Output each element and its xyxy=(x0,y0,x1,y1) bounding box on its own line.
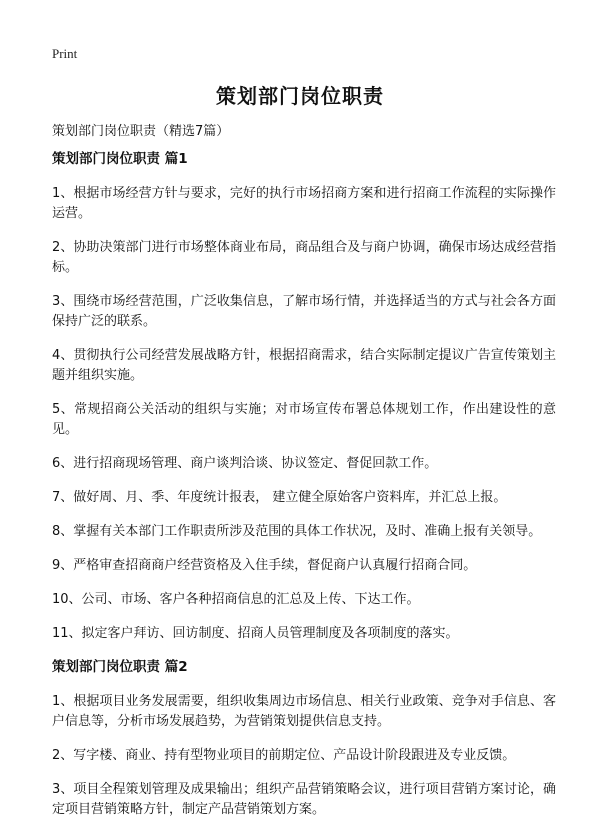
duty-item: 9、严格审查招商商户经营资格及入住手续，督促商户认真履行招商合同。 xyxy=(52,558,477,573)
document-title: 策划部门岗位职责 xyxy=(216,84,384,108)
section-1 xyxy=(52,150,556,644)
duty-item: 2、写字楼、商业、持有型物业项目的前期定位、产品设计阶段跟进及专业反馈。 xyxy=(52,748,516,763)
duty-item: 1、根据项目业务发展需要，组织收集周边市场信息、相关行业政策、竞争对手信息、客户信息等，分析市场发展趋势，为营销策划提供信息支持。 xyxy=(52,694,556,729)
duty-item: 7、做好周、月、季、年度统计报表， 建立健全原始客户资料库，并汇总上报。 xyxy=(52,490,507,505)
document-subtitle: 策划部门岗位职责（精选7篇） xyxy=(52,124,230,139)
duty-item: 11、拟定客户拜访、回访制度、招商人员管理制度及各项制度的落实。 xyxy=(52,626,459,641)
section-2 xyxy=(52,658,556,820)
duty-item: 10、公司、市场、客户各种招商信息的汇总及上传、下达工作。 xyxy=(52,592,420,607)
duty-item: 6、进行招商现场管理、商户谈判洽谈、协议签定、督促回款工作。 xyxy=(52,456,438,471)
document-body xyxy=(52,150,556,834)
duty-item: 8、掌握有关本部门工作职责所涉及范围的具体工作状况，及时、准确上报有关领导。 xyxy=(52,524,542,539)
duty-item: 5、常规招商公关活动的组织与实施；对市场宣传布署总体规划工作，作出建设性的意见。 xyxy=(52,402,556,437)
section-heading: 策划部门岗位职责 篇2 xyxy=(52,659,188,675)
duty-item: 3、项目全程策划管理及成果输出；组织产品营销策略会议，进行项目营销方案讨论，确定项目营销策略方针，制定产品营销策划方案。 xyxy=(52,782,556,817)
section-heading: 策划部门岗位职责 篇1 xyxy=(52,151,188,167)
print-label: Print xyxy=(52,46,78,61)
duty-item: 1、根据市场经营方针与要求，完好的执行市场招商方案和进行招商工作流程的实际操作运营。 xyxy=(52,186,556,221)
duty-item: 3、围绕市场经营范围，广泛收集信息，了解市场行情，并选择适当的方式与社会各方面保持广泛的联系。 xyxy=(52,294,556,329)
duty-item: 4、贯彻执行公司经营发展战略方针，根据招商需求，结合实际制定提议广告宣传策划主题并组织实施。 xyxy=(52,348,556,383)
duty-item: 2、协助决策部门进行市场整体商业布局，商品组合及与商户协调，确保市场达成经营指标。 xyxy=(52,240,556,275)
